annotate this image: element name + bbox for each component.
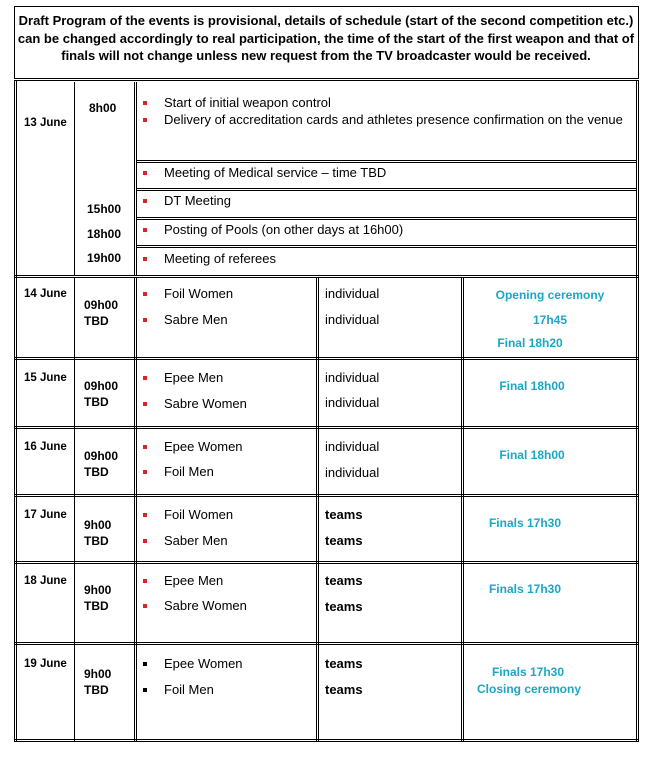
row-line <box>136 245 637 246</box>
time-tbd: TBD <box>84 534 109 548</box>
table-border-top <box>14 80 639 81</box>
time-tbd: TBD <box>84 465 109 479</box>
note-finals: Finals 17h30 <box>488 582 562 596</box>
bullet-icon <box>143 101 147 105</box>
day-separator <box>14 642 639 643</box>
item-accreditation: Delivery of accreditation cards and athletes presence confirmation on the venue <box>164 112 623 127</box>
bullet-icon <box>143 688 147 692</box>
note-opening-ceremony: Opening ceremony <box>495 288 605 302</box>
time-18h00: 18h00 <box>87 227 122 241</box>
event: Foil Women <box>164 507 234 522</box>
bullet-icon <box>143 257 147 261</box>
item-referees-meeting: Meeting of referees <box>164 251 277 266</box>
bullet-icon <box>143 539 147 543</box>
item-posting-pools: Posting of Pools (on other days at 16h00) <box>164 222 404 237</box>
header-border-top <box>14 6 639 7</box>
time-tbd: TBD <box>84 683 109 697</box>
event-type: teams <box>325 507 363 522</box>
date-17-june: 17 June <box>24 509 67 521</box>
time: 9h00 <box>84 583 112 597</box>
date-15-june: 15 June <box>24 372 67 384</box>
bullet-icon <box>143 171 147 175</box>
item-weapon-control: Start of initial weapon control <box>164 95 331 110</box>
bullet-icon <box>143 513 147 517</box>
header-border-bottom <box>14 78 639 79</box>
day-separator <box>14 561 639 562</box>
note-finals: Finals 17h30 <box>488 516 562 530</box>
bullet-icon <box>143 292 147 296</box>
event: Epee Men <box>164 573 224 588</box>
day-separator <box>14 357 639 358</box>
day-separator <box>14 428 639 429</box>
bullet-icon <box>143 199 147 203</box>
bullet-icon <box>143 662 147 666</box>
event: Epee Women <box>164 439 243 454</box>
event-type: individual <box>325 439 380 454</box>
time-tbd: TBD <box>84 395 109 409</box>
day-separator <box>14 644 639 645</box>
event: Foil Men <box>164 682 214 697</box>
event-type: teams <box>325 682 363 697</box>
date-14-june: 14 June <box>24 288 67 300</box>
event-type: teams <box>325 656 363 671</box>
note-final: Final 18h20 <box>497 336 563 350</box>
item-medical-meeting: Meeting of Medical service – time TBD <box>164 165 387 180</box>
bullet-icon <box>143 604 147 608</box>
event-type: teams <box>325 599 363 614</box>
note-closing-ceremony: Closing ceremony <box>476 682 582 696</box>
time-tbd: TBD <box>84 599 109 613</box>
time-15h00: 15h00 <box>87 202 122 216</box>
row-line <box>136 219 637 220</box>
bullet-icon <box>143 445 147 449</box>
row-line <box>136 162 637 163</box>
time: 09h00 <box>84 379 119 393</box>
col-line-time-inner <box>136 277 137 741</box>
day-separator <box>14 494 639 495</box>
event: Epee Women <box>164 656 243 671</box>
col-line-time <box>134 82 135 275</box>
bullet-icon <box>143 376 147 380</box>
bullet-icon <box>143 470 147 474</box>
time: 09h00 <box>84 449 119 463</box>
col-line-date <box>74 82 75 275</box>
event-type: individual <box>325 395 380 410</box>
bullet-icon <box>143 228 147 232</box>
bullet-icon <box>143 402 147 406</box>
day-separator <box>14 496 639 497</box>
time-tbd: TBD <box>84 314 109 328</box>
event-type: individual <box>325 465 380 480</box>
date-13-june: 13 June <box>24 117 67 129</box>
event: Saber Men <box>164 533 228 548</box>
header-border-right <box>638 6 639 78</box>
date-18-june: 18 June <box>24 575 67 587</box>
event: Epee Men <box>164 370 224 385</box>
note-final: Final 18h00 <box>499 379 565 393</box>
event: Foil Women <box>164 286 234 301</box>
time: 9h00 <box>84 518 112 532</box>
day-separator <box>14 563 639 564</box>
row-line <box>136 160 637 161</box>
time: 9h00 <box>84 667 112 681</box>
event: Sabre Women <box>164 396 247 411</box>
day-separator <box>14 359 639 360</box>
time-19h00: 19h00 <box>87 251 122 265</box>
event-type: individual <box>325 312 380 327</box>
day-separator <box>14 275 639 276</box>
col-line-event <box>316 277 317 741</box>
table-border-bottom <box>14 741 639 742</box>
event: Sabre Women <box>164 598 247 613</box>
event-type: teams <box>325 573 363 588</box>
event-type: teams <box>325 533 363 548</box>
col-line-event-inner <box>318 277 319 741</box>
row-line <box>136 188 637 189</box>
day-separator <box>14 426 639 427</box>
note-finals: Finals 17h30 <box>491 665 565 679</box>
time: 09h00 <box>84 298 119 312</box>
col-line-time <box>134 277 135 741</box>
bullet-icon <box>143 579 147 583</box>
time-8h00: 8h00 <box>89 101 117 115</box>
date-16-june: 16 June <box>24 441 67 453</box>
bullet-icon <box>143 318 147 322</box>
note-final: Final 18h00 <box>499 448 565 462</box>
event-type: individual <box>325 286 380 301</box>
note-time: 17h45 <box>532 313 568 327</box>
row-line <box>136 247 637 248</box>
event: Foil Men <box>164 464 214 479</box>
col-line-date <box>74 277 75 741</box>
day-separator <box>14 277 639 278</box>
item-dt-meeting: DT Meeting <box>164 193 231 208</box>
date-19-june: 19 June <box>24 658 67 670</box>
row-line <box>136 217 637 218</box>
event: Sabre Men <box>164 312 228 327</box>
disclaimer-text: Draft Program of the events is provisional, details of schedule (start of the second competition etc.) can be changed accordingly to real participation, the time of the start of the first weapon and that of finals will not change unless new request from the TV broadcaster would be received. <box>17 13 635 63</box>
col-line-type <box>461 277 462 741</box>
row-line <box>136 190 637 191</box>
event-type: individual <box>325 370 380 385</box>
table-border-bottom-inner <box>14 739 639 740</box>
bullet-icon <box>143 118 147 122</box>
